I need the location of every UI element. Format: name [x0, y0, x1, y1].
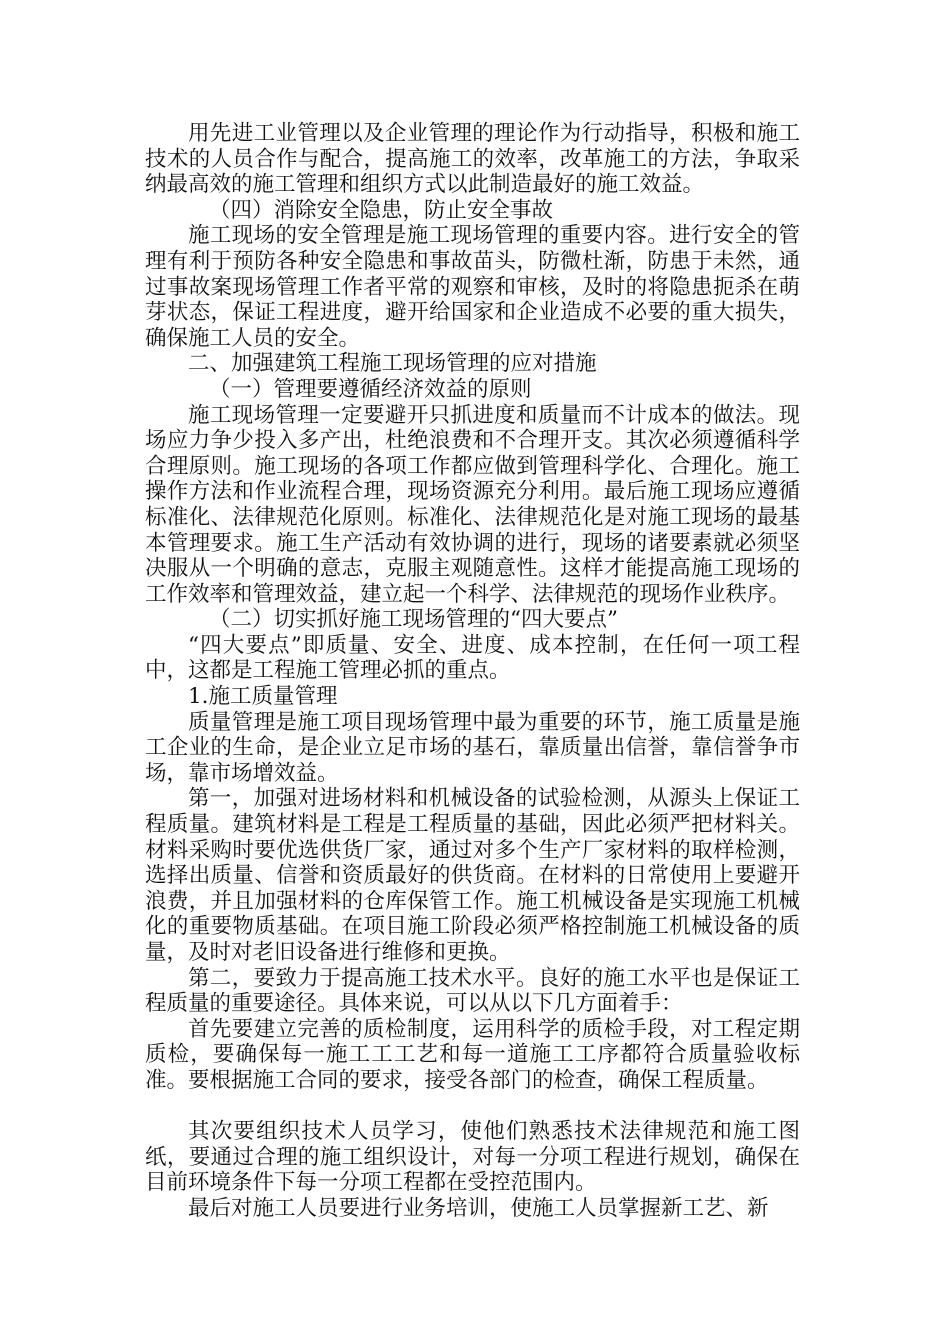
section-heading: （一）管理要遵循经济效益的原则: [209, 376, 532, 402]
paragraph: 第二，要致力于提高施工技术水平。良好的施工水平也是保证工程质量的重要途径。具体来说，可以从以下几方面着手：: [145, 965, 800, 1017]
paragraph: 施工现场管理一定要避开只抓进度和质量而不计成本的做法。现场应力争少投入多产出，杜绝浪费和不合理开支。其次必须遵循科学合理原则。施工现场的各项工作都应做到管理科学化、合理化。施工操作方法和作业流程合理，现场资源充分利用。最后施工现场应遵循标准化、法律规范化原则。标准化、法律规范化是对施工现场的最基本管理要求。施工生产活动有效协调的进行，现场的诸要素就必须坚决服从一个明确的意志，克服主观随意性。这样才能提高施工现场的工作效率和管理效益，建立起一个科学、法律规范的现场作业秩序。: [145, 402, 800, 607]
paragraph: 最后对施工人员要进行业务培训，使施工人员掌握新工艺、新: [188, 1195, 769, 1221]
blank-line: [145, 1094, 800, 1120]
paragraph: 施工现场的安全管理是施工现场管理的重要内容。进行安全的管理有利于预防各种安全隐患和事故苗头，防微杜渐，防患于未然，通过事故案现场管理工作者平常的观察和审核，及时的将隐患扼杀在萌芽状态，保证工程进度，避开给国家和企业造成不必要的重大损失，确保施工人员的安全。: [145, 223, 800, 351]
paragraph: 第一，加强对进场材料和机械设备的试验检测，从源头上保证工程质量。建筑材料是工程是工程质量的基础，因此必须严把材料关。材料采购时要优选供货厂家，通过对多个生产厂家材料的取样检测，选择出质量、信誉和资质最好的供货商。在材料的日常使用上要避开浪费，并且加强材料的仓库保管工作。施工机械设备是实现施工机械化的重要物质基础。在项目施工阶段必须严格控制施工机械设备的质量，及时对老旧设备进行维修和更换。: [145, 786, 800, 965]
section-heading: （四）消除安全隐患，防止安全事故: [209, 197, 554, 223]
paragraph: “四大要点”即质量、安全、进度、成本控制，在任何一项工程中，这都是工程施工管理必抓的重点。: [145, 632, 800, 684]
section-heading: （二）切实抓好施工现场管理的“四大要点”: [209, 607, 618, 633]
paragraph: 其次要组织技术人员学习，使他们熟悉技术法律规范和施工图纸，要通过合理的施工组织设计，对每一分项工程进行规划，确保在目前环境条件下每一分项工程都在受控范围内。: [145, 1119, 800, 1196]
chapter-heading: 二、加强建筑工程施工现场管理的应对措施: [188, 351, 597, 377]
paragraph: 用先进工业管理以及企业管理的理论作为行动指导，积极和施工技术的人员合作与配合，提高施工的效率，改革施工的方法，争取采纳最高效的施工管理和组织方式以此制造最好的施工效益。: [145, 121, 800, 198]
document-body: [145, 121, 800, 1222]
subsection-heading: 1.施工质量管理: [188, 684, 338, 710]
paragraph: 首先要建立完善的质检制度，运用科学的质检手段，对工程定期质检，要确保每一施工工工艺和每一道施工工序都符合质量验收标准。要根据施工合同的要求，接受各部门的检查，确保工程质量。: [145, 1016, 800, 1093]
paragraph: 质量管理是施工项目现场管理中最为重要的环节，施工质量是施工企业的生命，是企业立足市场的基石，靠质量出信誉，靠信誉争市场，靠市场增效益。: [145, 709, 800, 786]
